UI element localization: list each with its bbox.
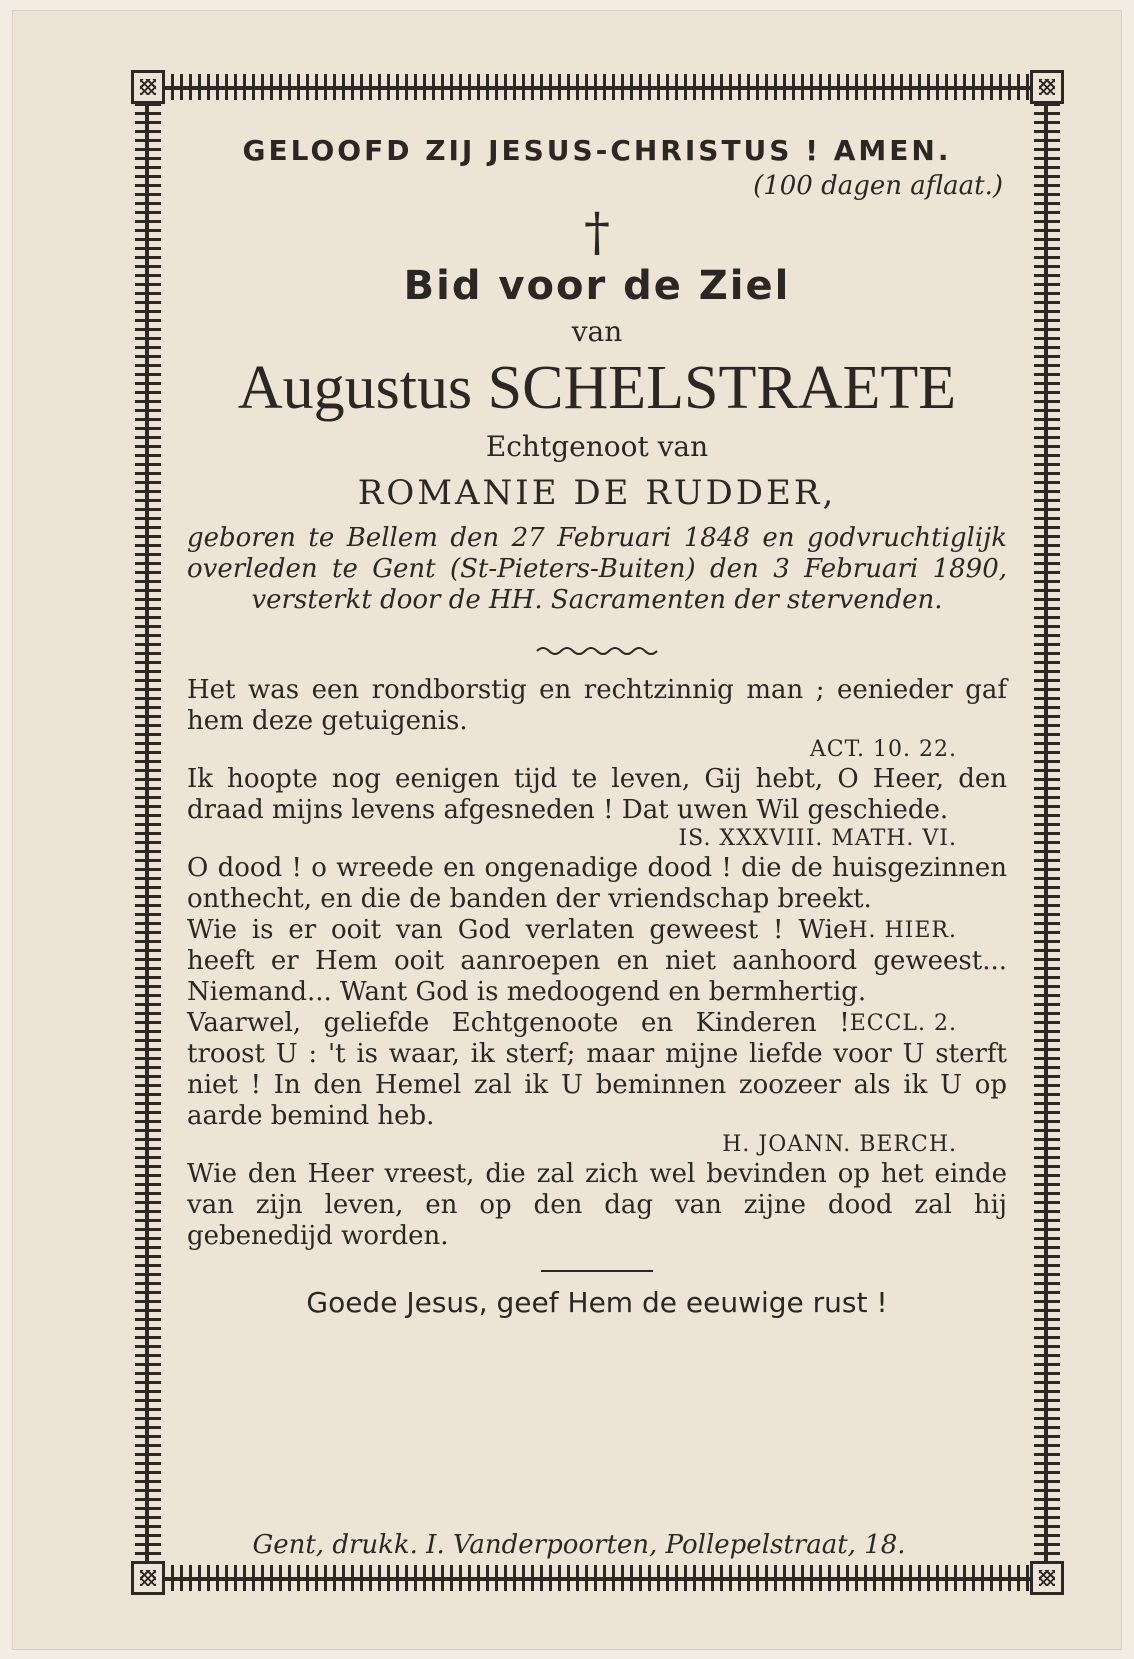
printer-credit: Gent, drukk. I. Vanderpoorten, Pollepelstraat, 18. [252,1530,906,1560]
indulgence-note: (100 dagen aflaat.) [753,171,1003,201]
bid-heading: Bid voor de Ziel [403,263,791,309]
biography: geboren te Bellem den 27 Februari 1848 en godvruchtiglijk overleden te Gent (St-Pieters-Buiten) den 3 Februari 1890, versterkt door de HH. Sacramenten der stervenden. [187,523,1007,615]
passage-ref: ECCL. 2. [849,1011,957,1036]
passage-text: Het was een rondborstig en rechtzinnig man ; eenieder gaf hem deze getuigenis. [187,675,1007,736]
van-text: van [571,315,623,348]
spouse-intro: Echtgenoot van [485,430,709,463]
wave-divider-icon [535,645,659,657]
border-bottom [135,1565,1060,1591]
passage-text [187,853,1007,943]
border-top [135,74,1060,100]
corner-ornament-icon [1030,70,1064,104]
deceased-name: Augustus SCHELSTRAETE [237,354,957,422]
passage-body: Wie is er ooit van God verlaten geweest ! Wie heeft er Hem ooit aanroepen en niet aanhoord geweest... Niemand... Want God is medoogend en bermhertig. [187,915,1007,1007]
passage-text: Ik hoopte nog eenigen tijd te leven, Gij hebt, O Heer, den draad mijns levens afgesneden ! Dat uwen Wil geschiede. [187,764,1007,825]
passage-text: Vaarwel, geliefde Echtgenoote en Kinderen ! troost U : 't is waar, ik sterf; maar mijne liefde voor U sterft niet ! In den Hemel zal ik U beminnen zoozeer als ik U op aarde bemind heb. [187,1008,1007,1131]
passage-body: O dood ! o wreede en ongenadige dood ! die de huisgezinnen onthecht, en die de banden der vriendschap breekt. [187,853,1007,914]
corner-ornament-icon [131,1561,165,1595]
passage-ref: H. JOANN. BERCH. [722,1132,957,1157]
passage-text: Wie den Heer vreest, die zal zich wel bevinden op het einde van zijn leven, en op den dag van zijne dood zal hij gebenedijd worden. [187,1159,1007,1251]
passage-ref: IS. XXXVIII. MATH. VI. [678,826,957,851]
passage-ref: H. HIER. [848,918,957,943]
ornamental-border [135,74,1060,1591]
memorial-card [12,10,1122,1650]
cross-icon: † [584,203,610,263]
border-left [135,74,161,1591]
wave-divider [187,642,1007,661]
divider-rule [541,1270,653,1272]
card-content [187,134,1007,1319]
corner-ornament-icon [131,70,165,104]
closing-prayer: Goede Jesus, geef Hem de eeuwige rust ! [306,1286,888,1319]
border-right [1034,74,1060,1591]
header-prayer: GELOOFD ZIJ JESUS-CHRISTUS ! AMEN. [242,134,952,167]
passage-ref: ACT. 10. 22. [809,737,957,762]
spouse-name: ROMANIE DE RUDDER, [357,473,837,513]
corner-ornament-icon [1030,1561,1064,1595]
